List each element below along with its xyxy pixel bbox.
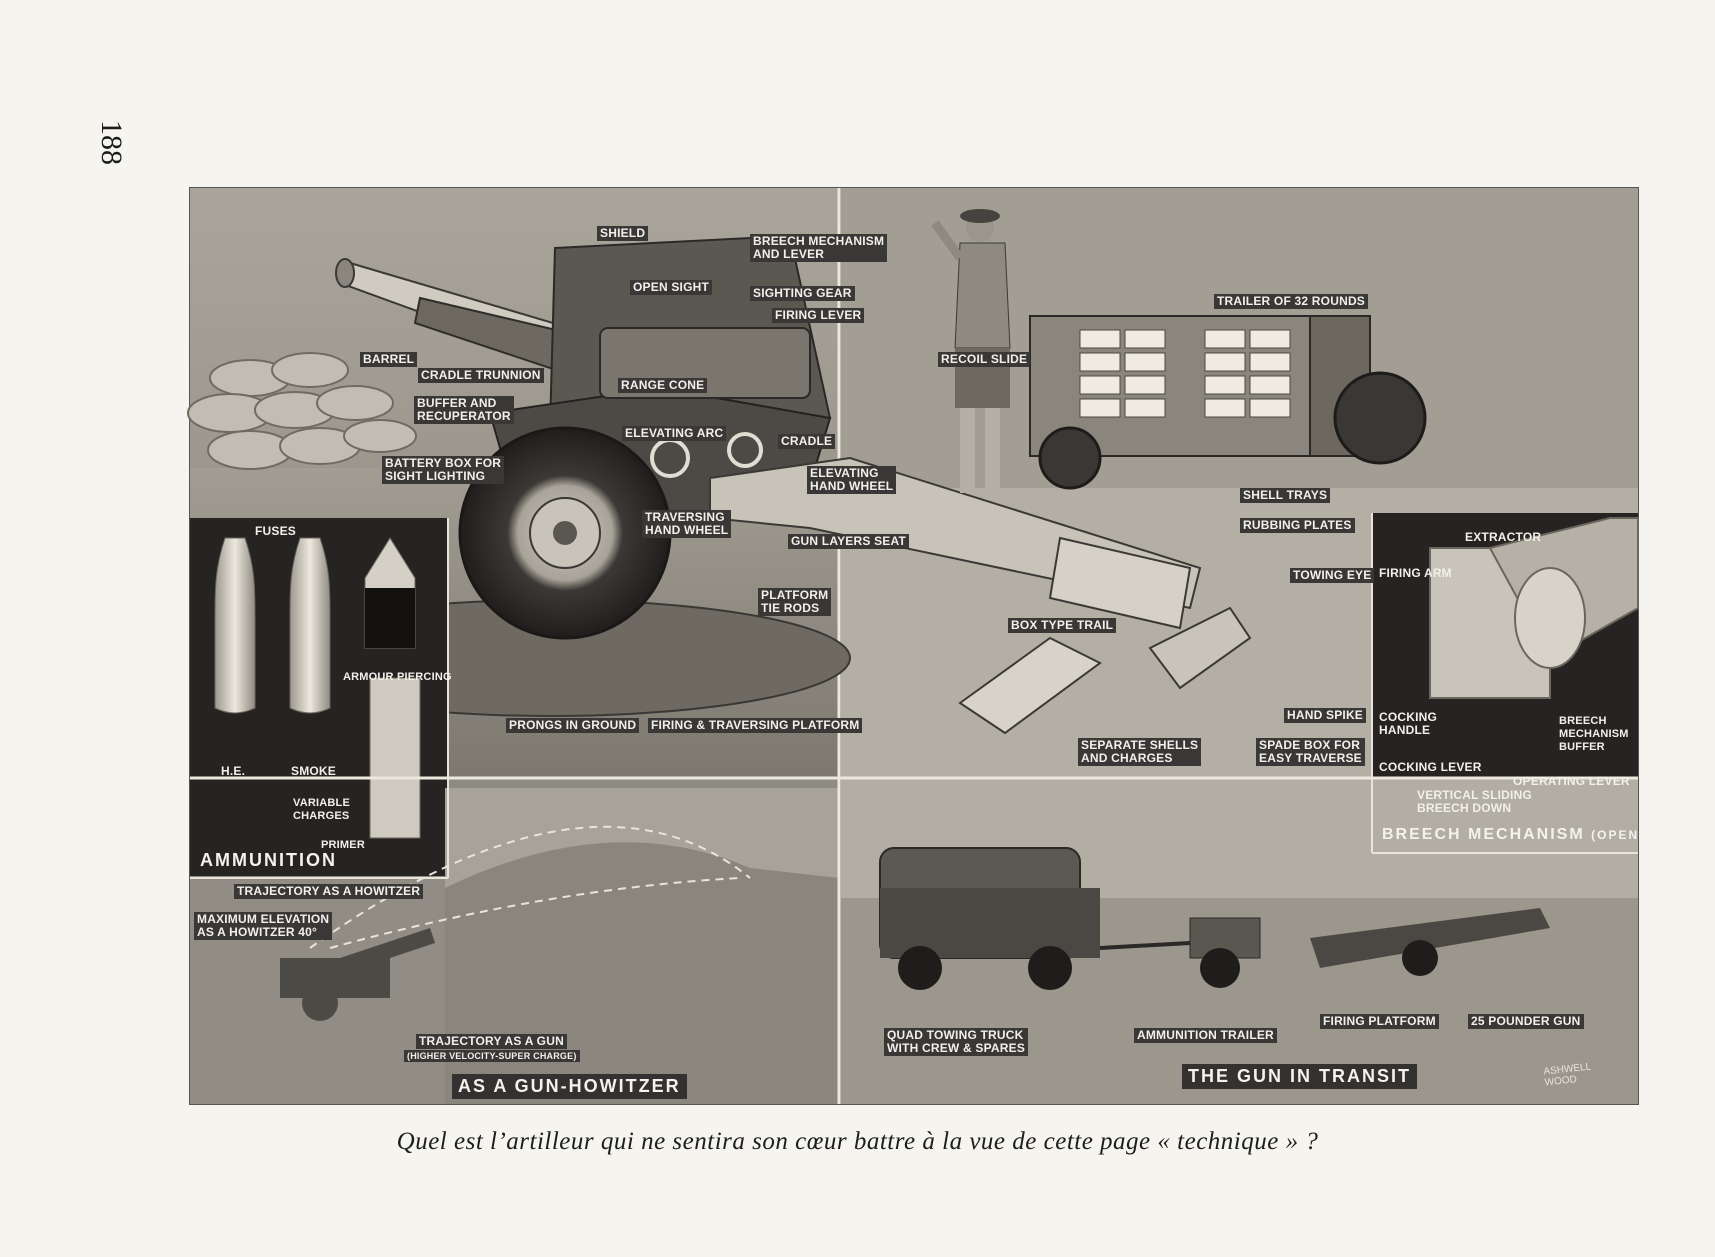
illustration-artwork [190,188,1638,1104]
label-cocking-handle: COCKING HANDLE [1379,710,1438,737]
label-shell-trays: SHELL TRAYS [1240,488,1330,503]
label-hand-spike: HAND SPIKE [1284,708,1366,723]
label-buffer-recuperator: BUFFER AND RECUPERATOR [414,396,514,424]
label-operating-lever: OPERATING LEVER [1513,774,1630,788]
label-trailer-32-rounds: TRAILER OF 32 ROUNDS [1214,294,1368,309]
breech-title-suffix: (OPEN) [1591,828,1646,842]
label-he: H.E. [221,764,246,778]
label-trajectory-gun: TRAJECTORY AS A GUN [416,1034,567,1049]
label-extractor: EXTRACTOR [1465,530,1542,544]
label-pounder-gun: 25 POUNDER GUN [1468,1014,1584,1029]
label-cradle: CRADLE [778,434,835,449]
label-firing-traversing-platform: FIRING & TRAVERSING PLATFORM [648,718,862,733]
label-gun-layers-seat: GUN LAYERS SEAT [788,534,909,549]
label-fuses: FUSES [255,524,297,538]
label-sighting-gear: SIGHTING GEAR [750,286,855,301]
artist-signature: ASHWELL WOOD [1542,1061,1592,1089]
label-open-sight: OPEN SIGHT [630,280,712,295]
label-trajectory-gun-sub: (HIGHER VELOCITY-SUPER CHARGE) [404,1050,580,1062]
label-firing-platform: FIRING PLATFORM [1320,1014,1439,1029]
label-quad-truck: QUAD TOWING TRUCK WITH CREW & SPARES [884,1028,1028,1056]
label-box-type-trail: BOX TYPE TRAIL [1008,618,1116,633]
label-separate-shells: SEPARATE SHELLS AND CHARGES [1078,738,1201,766]
label-recoil-slide: RECOIL SLIDE [938,352,1030,367]
label-battery-box: BATTERY BOX FOR SIGHT LIGHTING [382,456,504,484]
label-elevating-hand-wheel: ELEVATING HAND WHEEL [807,466,896,494]
ammunition-title: AMMUNITION [200,850,337,870]
howitzer-title: AS A GUN-HOWITZER [452,1074,687,1099]
label-vertical-sliding: VERTICAL SLIDING BREECH DOWN [1417,788,1532,815]
label-prongs-in-ground: PRONGS IN GROUND [506,718,639,733]
label-cradle-trunnion: CRADLE TRUNNION [418,368,544,383]
page-number: 188 [95,120,128,165]
label-shield: SHIELD [597,226,648,241]
label-armour-piercing: ARMOUR PIERCING [343,671,452,683]
label-max-elevation: MAXIMUM ELEVATION AS A HOWITZER 40° [194,912,332,940]
breech-title-text: BREECH MECHANISM [1382,826,1585,843]
label-breech-buffer: BREECH MECHANISM BUFFER [1559,715,1629,753]
transit-title: THE GUN IN TRANSIT [1182,1064,1417,1089]
technical-illustration-plate [190,188,1646,1104]
label-range-cone: RANGE CONE [618,378,707,393]
label-firing-lever: FIRING LEVER [772,308,864,323]
label-firing-arm: FIRING ARM [1379,566,1452,580]
breech-title [1376,824,1651,846]
page-caption: Quel est l’artilleur qui ne sentira son cœur battre à la vue de cette page « technique » ? [396,1128,1319,1155]
label-rubbing-plates: RUBBING PLATES [1240,518,1355,533]
label-barrel: BARREL [360,352,417,367]
label-traversing-hand-wheel: TRAVERSING HAND WHEEL [642,510,731,538]
label-variable-charges: VARIABLE CHARGES [293,797,351,822]
label-smoke: SMOKE [291,764,337,778]
label-spade-box: SPADE BOX FOR EASY TRAVERSE [1256,738,1365,766]
label-primer: PRIMER [321,839,365,851]
label-ammunition-trailer: AMMUNITION TRAILER [1134,1028,1277,1043]
label-towing-eye: TOWING EYE [1290,568,1374,583]
label-platform-tie-rods: PLATFORM TIE RODS [758,588,831,616]
label-trajectory-howitzer: TRAJECTORY AS A HOWITZER [234,884,423,899]
label-cocking-lever: COCKING LEVER [1379,760,1482,774]
label-elevating-arc: ELEVATING ARC [622,426,726,441]
label-breech-mechanism-lever: BREECH MECHANISM AND LEVER [750,234,887,262]
